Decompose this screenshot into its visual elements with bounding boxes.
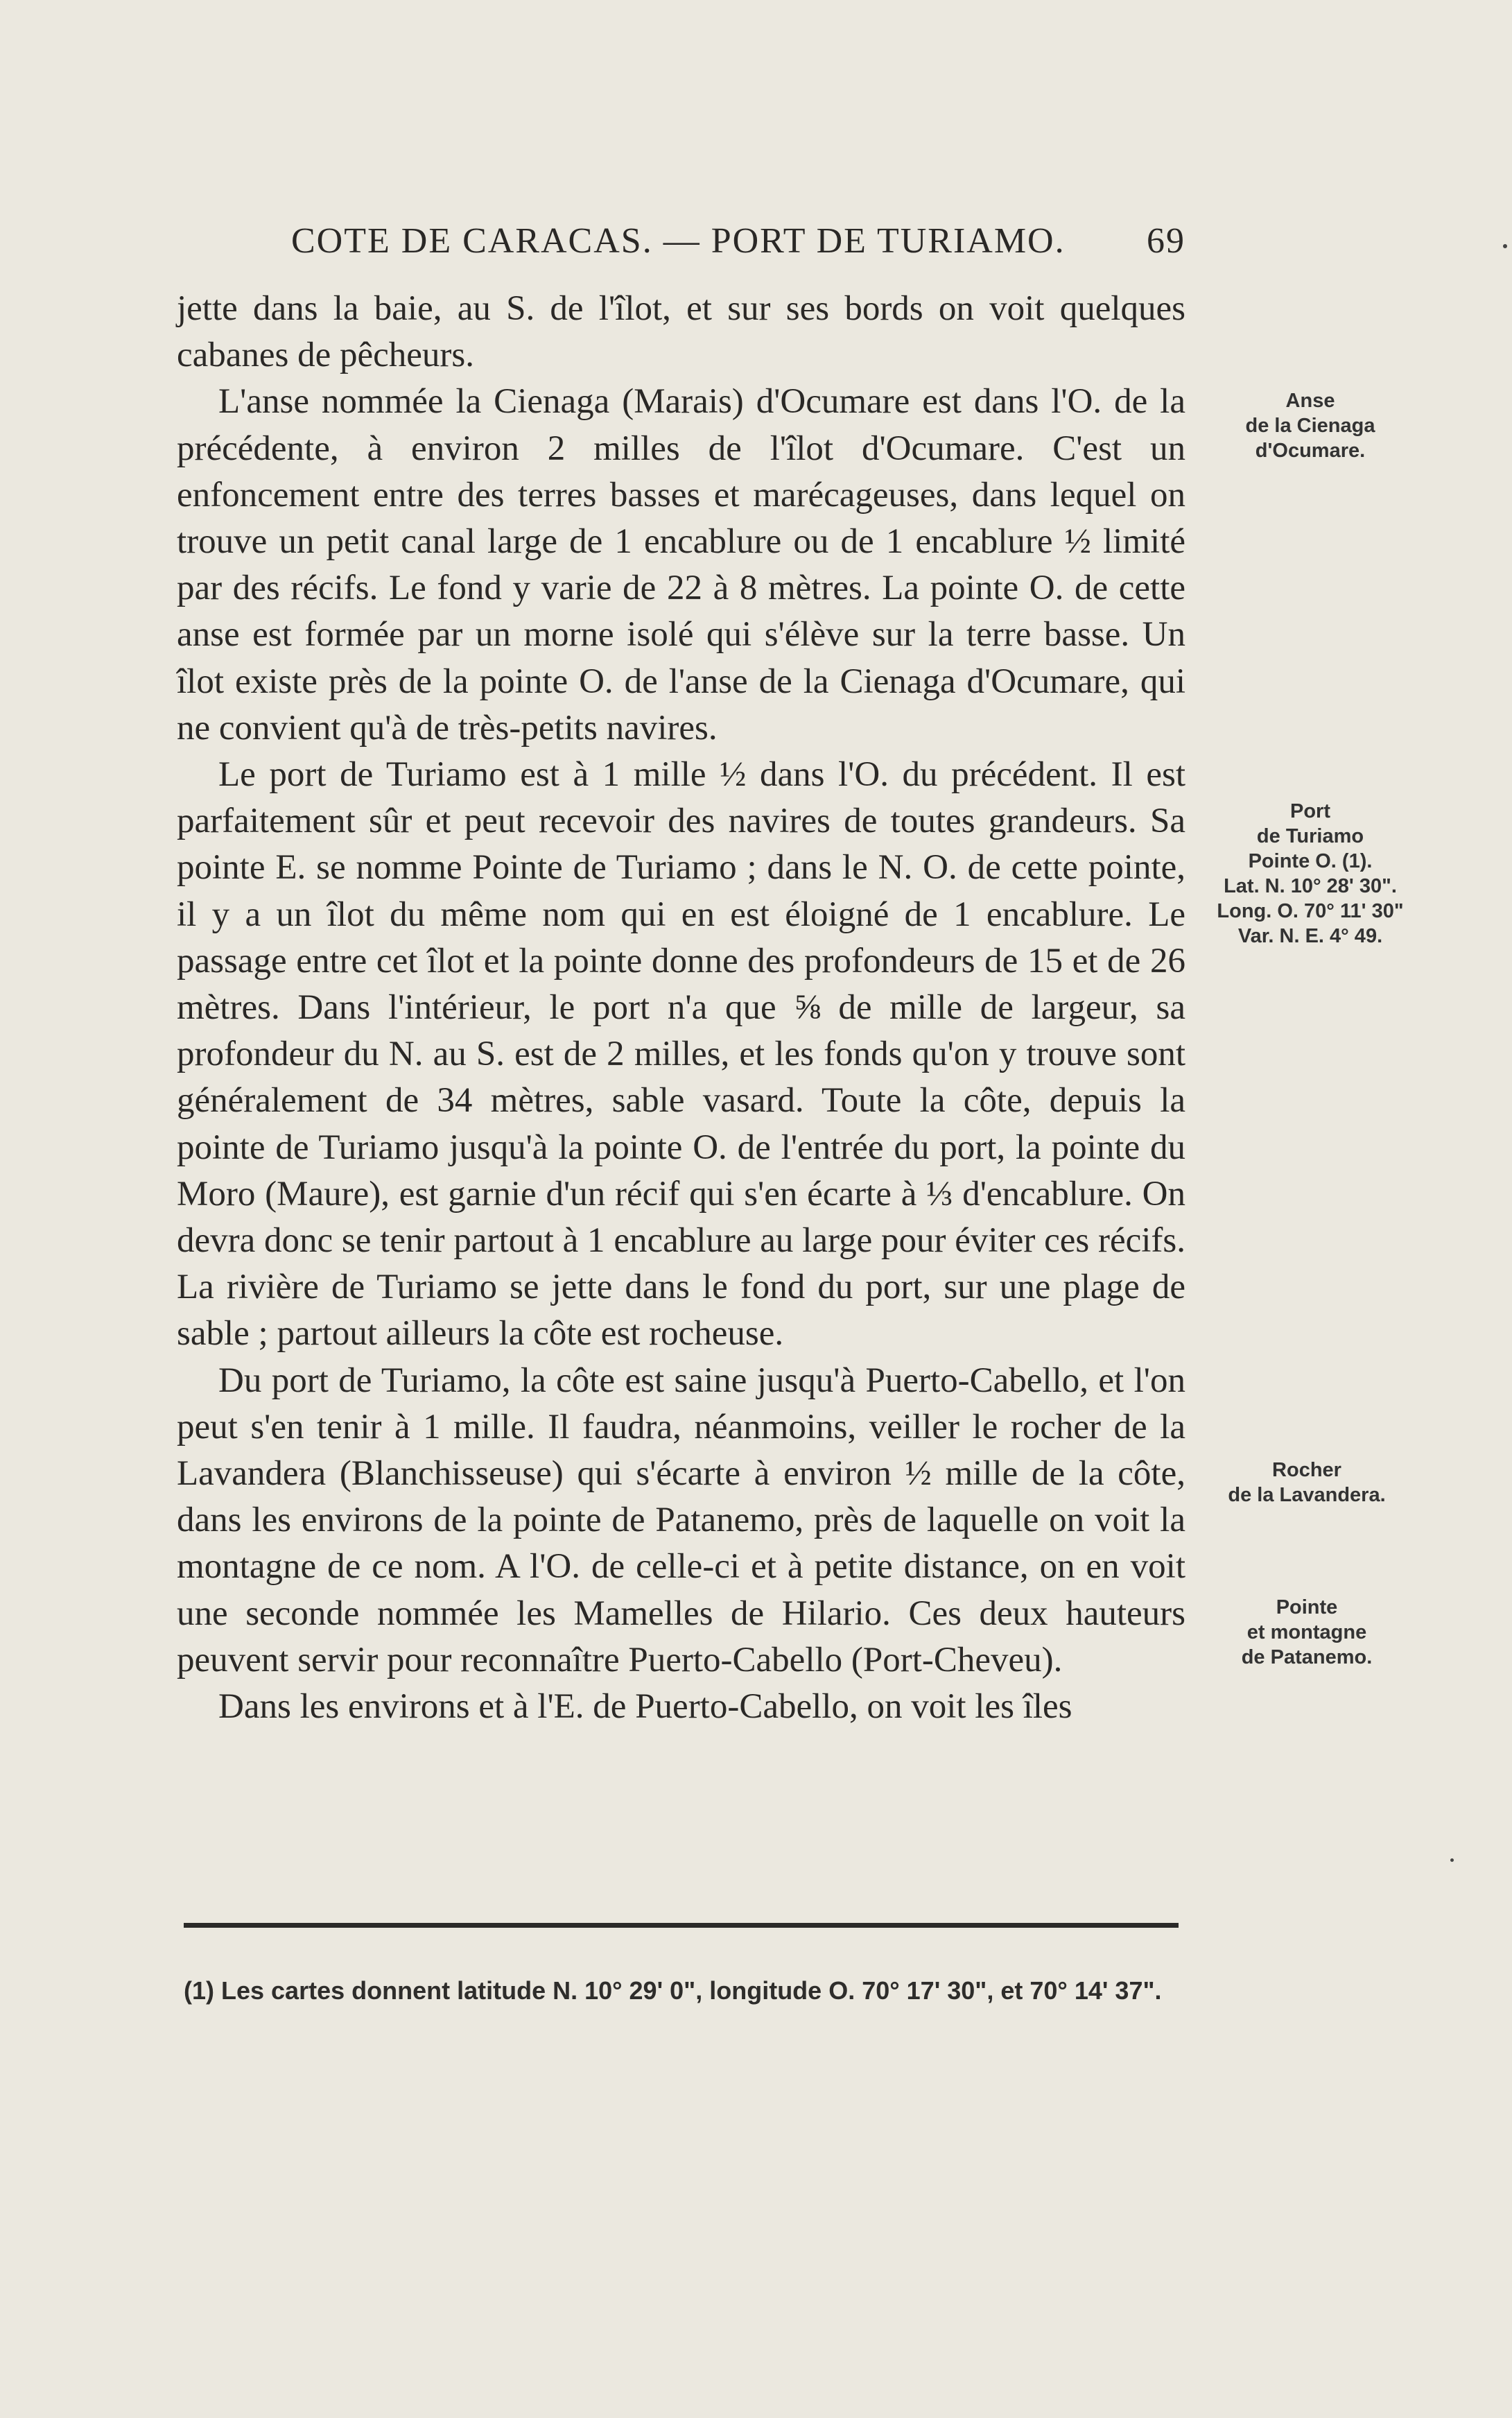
- edge-mark: [1450, 1858, 1454, 1862]
- paragraph-continuation: jette dans la baie, au S. de l'îlot, et sur ses bords on voit quelques cabanes de pêcheurs.: [177, 289, 1185, 375]
- edge-mark: [1503, 244, 1507, 248]
- margin-note-line: de Turiamo: [1256, 825, 1364, 847]
- margin-note-line: de Patanemo.: [1241, 1646, 1373, 1668]
- margin-note-line: Rocher: [1272, 1459, 1341, 1481]
- margin-note-rocher: [1213, 1458, 1400, 1508]
- page-number: 69: [1147, 221, 1185, 261]
- margin-note-line: d'Ocumare.: [1255, 440, 1366, 462]
- margin-note-line: Port: [1290, 800, 1330, 822]
- margin-note-line: de la Lavandera.: [1228, 1484, 1386, 1506]
- margin-note-line: Anse: [1285, 390, 1335, 412]
- running-header: [177, 221, 1185, 269]
- header-title: COTE DE CARACAS. — PORT DE TURIAMO.: [291, 221, 1066, 261]
- footnote: (1) Les cartes donnent latitude N. 10° 29' 0", longitude O. 70° 17' 30", et 70° 14' 37".: [184, 1976, 1162, 2005]
- paragraph-lavandera: Du port de Turiamo, la côte est saine jusqu'à Puerto-Cabello, et l'on peut s'en tenir à 1 mille. Il faudra, néanmoins, veiller le rocher de la Lavandera (Blanchisseuse) qui s'écarte à environ ½ mille de la côte, dans les environs de la pointe de Patanemo, près de laquelle on voit la montagne de ce nom. A l'O. de celle-ci et à petite distance, on en voit une seconde nommée les Mamelles de Hilario. Ces deux hauteurs peuvent servir pour reconnaître Puerto-Cabello (Port-Cheveu).: [177, 1361, 1185, 1679]
- margin-note-line: Lat. N. 10° 28' 30".: [1224, 875, 1397, 897]
- margin-note-line: Pointe: [1276, 1596, 1338, 1618]
- margin-note-anse: [1231, 388, 1390, 463]
- paragraph-turiamo: Le port de Turiamo est à 1 mille ½ dans l'O. du précédent. Il est parfaitement sûr et peut recevoir des navires de toutes grandeurs. Sa pointe E. se nomme Pointe de Turiamo ; dans le N. O. de cette pointe, il y a un îlot du même nom qui en est éloigné de 1 encablure. Le passage entre cet îlot et la pointe donne des profondeurs de 15 et de 26 mètres. Dans l'intérieur, le port n'a que ⅝ de mille de largeur, sa profondeur du N. au S. est de 2 milles, et les fonds qu'on y trouve sont généralement de 34 mètres, sable vasard. Toute la côte, depuis la pointe de Turiamo jusqu'à la pointe O. de l'entrée du port, la pointe du Moro (Maure), est garnie d'un récif qui s'en écarte à ⅓ d'encablure. On devra donc se tenir partout à 1 encablure au large pour éviter ces récifs. La rivière de Turiamo se jette dans le fond du port, sur une plage de sable ; partout ailleurs la côte est rocheuse.: [177, 755, 1185, 1354]
- margin-note-line: Pointe O. (1).: [1248, 850, 1373, 872]
- margin-note-line: de la Cienaga: [1245, 415, 1375, 437]
- margin-note-line: Long. O. 70° 11' 30": [1217, 900, 1404, 922]
- margin-note-port-turiamo: [1206, 799, 1414, 949]
- footnote-rule: [184, 1923, 1179, 1928]
- paragraph-cienaga: L'anse nommée la Cienaga (Marais) d'Ocumare est dans l'O. de la précédente, à environ 2 milles de l'îlot d'Ocumare. C'est un enfoncement entre des terres basses et marécageuses, dans lequel on trouve un petit canal large de 1 encablure ou de 1 encablure ½ limité par des récifs. Le fond y varie de 22 à 8 mètres. La pointe O. de cette anse est formée par un morne isolé qui s'élève sur la terre basse. Un îlot existe près de la pointe O. de l'anse de la Cienaga d'Ocumare, qui ne convient qu'à de très-petits navires.: [177, 382, 1185, 748]
- margin-note-pointe: [1220, 1595, 1393, 1670]
- paragraph-puerto-cabello: Dans les environs et à l'E. de Puerto-Cabello, on voit les îles: [218, 1687, 1072, 1727]
- margin-note-line: Var. N. E. 4° 49.: [1237, 925, 1383, 947]
- margin-note-line: et montagne: [1246, 1621, 1367, 1643]
- main-text: [177, 286, 1185, 1730]
